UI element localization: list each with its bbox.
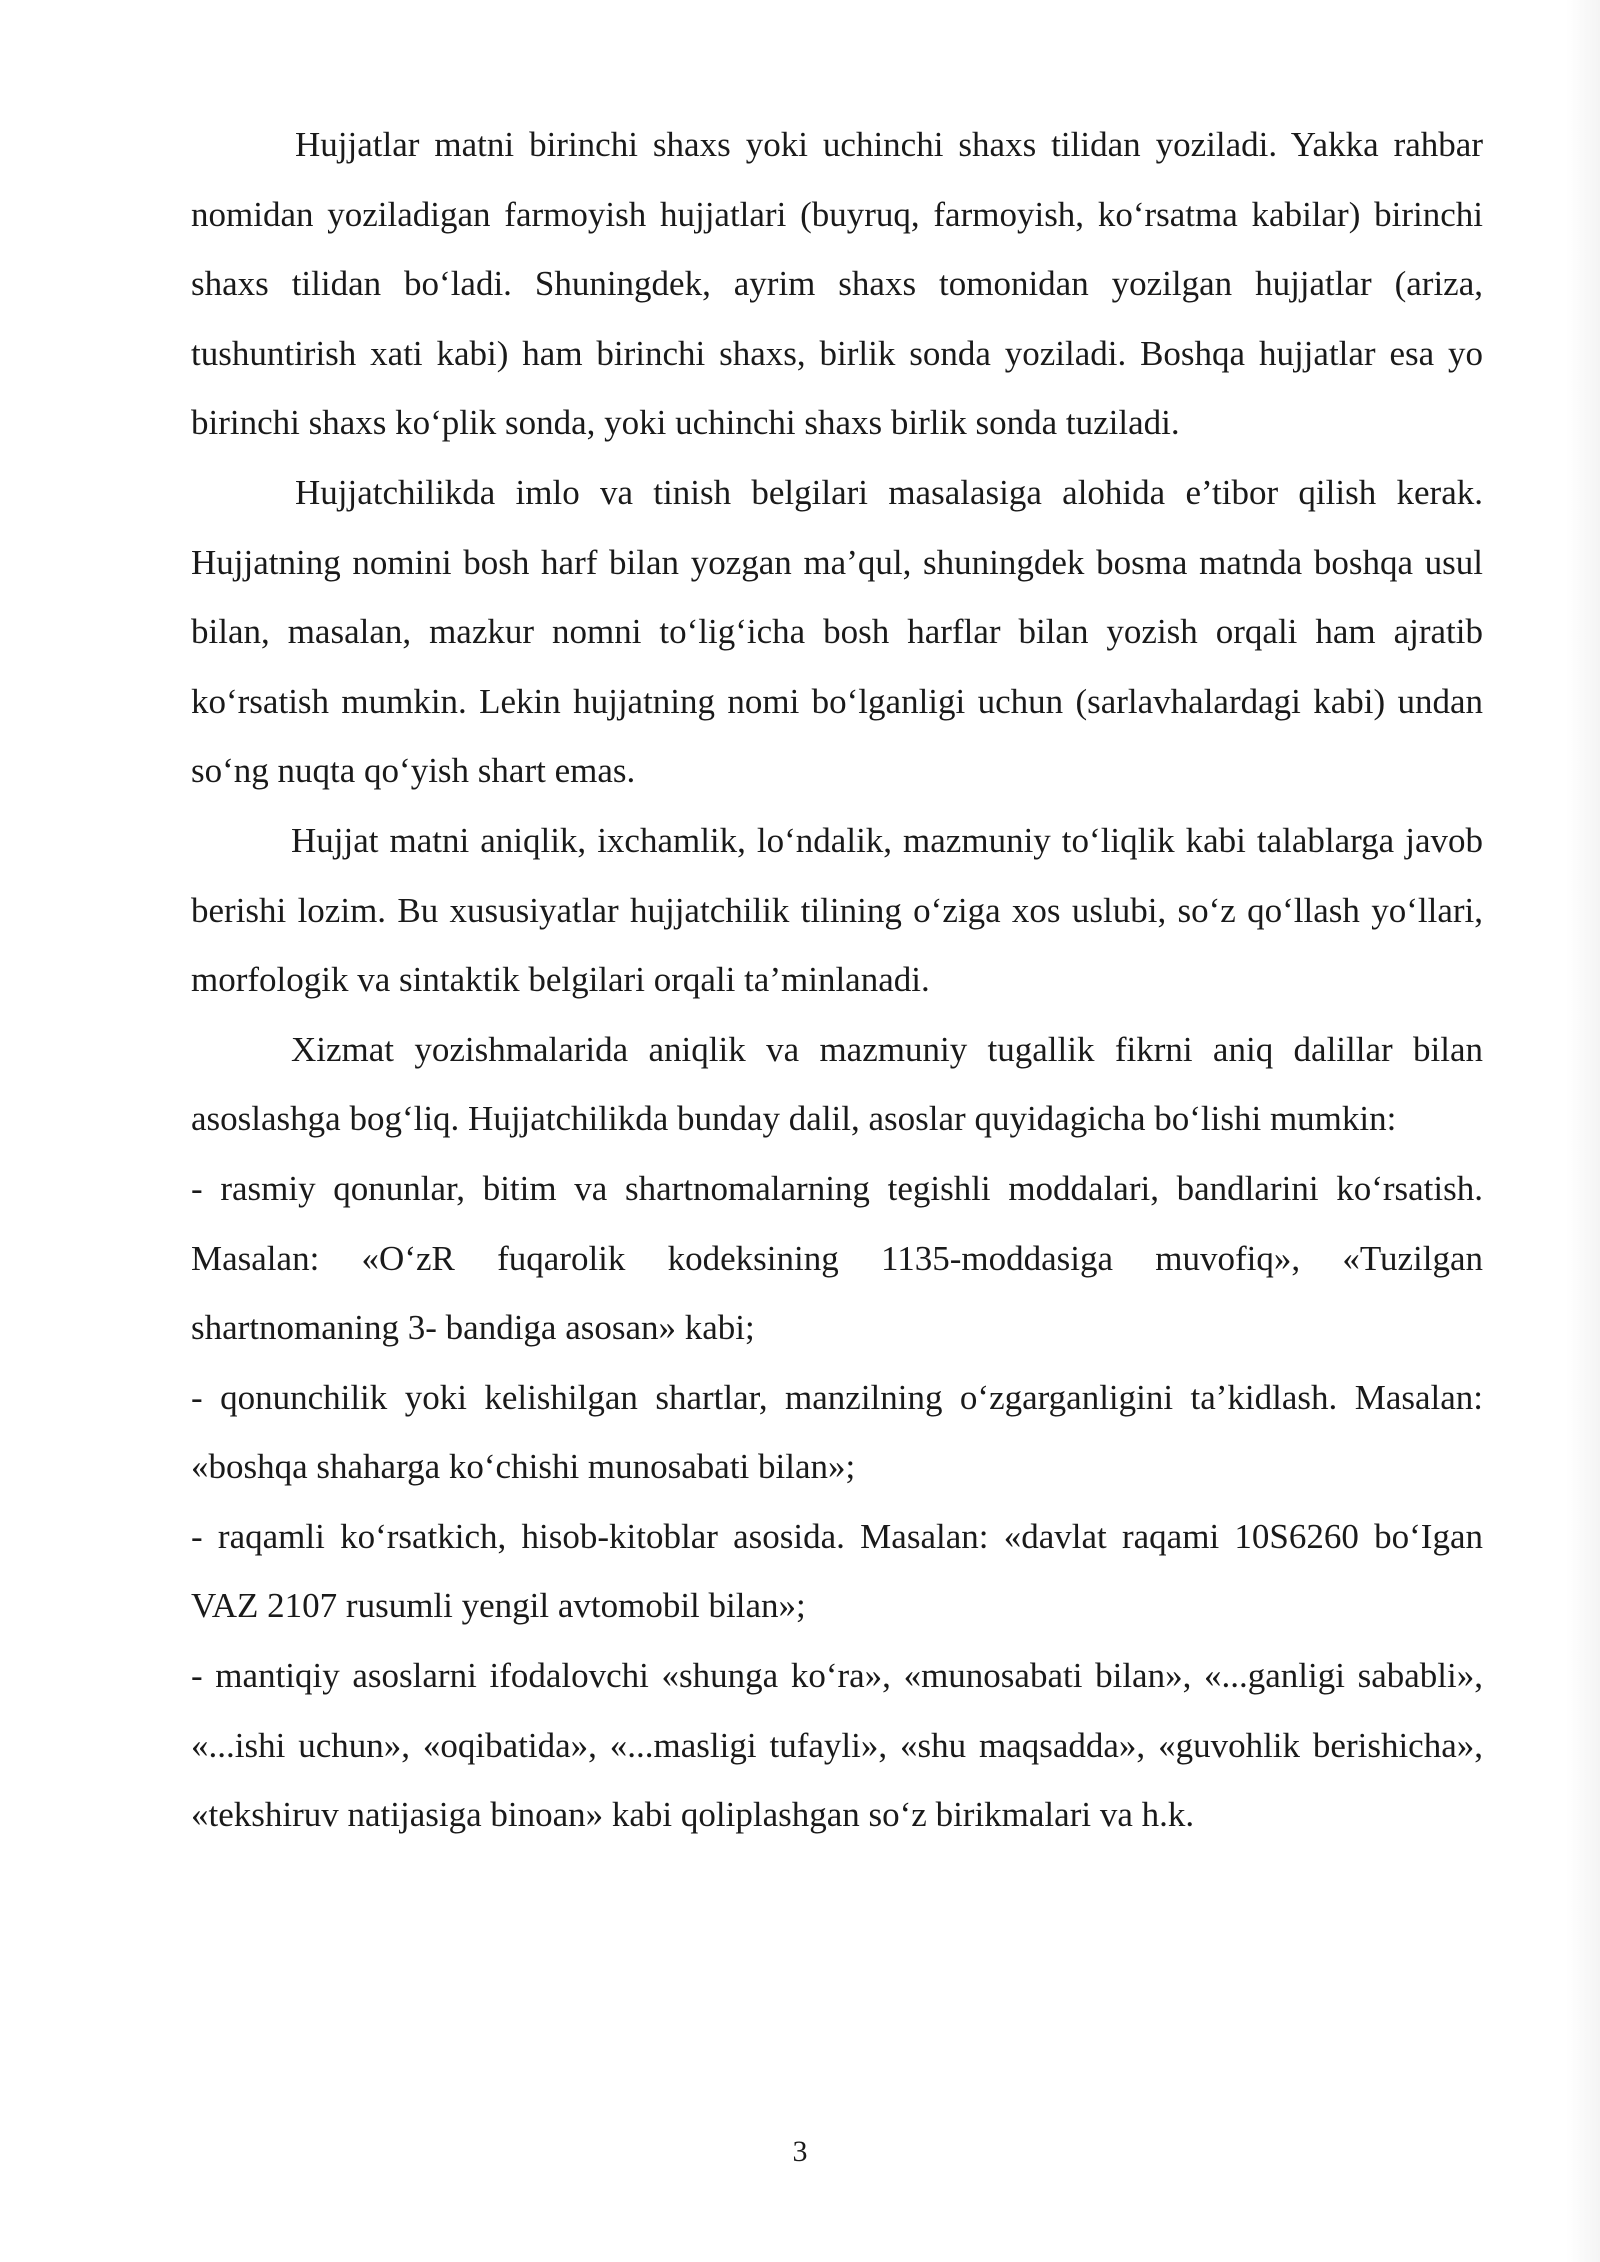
document-body	[191, 110, 1483, 1850]
page-edge-shadow	[1566, 0, 1600, 2262]
paragraph-first-person: Hujjatlar matni birinchi shaxs yoki uchinchi shaxs tilidan yoziladi. Yakka rahbar nomidan yoziladigan farmoyish hujjatlari (buyruq, farmoyish, ko‘rsatma kabilar) birinchi shaxs tilidan bo‘ladi. Shuningdek, ayrim shaxs tomonidan yozilgan hujjatlar (ariza, tushuntirish xati kabi) ham birinchi shaxs, birlik sonda yoziladi. Boshqa hujjatlar esa yo birinchi shaxs ko‘plik sonda, yoki uchinchi shaxs birlik sonda tuziladi.	[191, 125, 1483, 443]
paragraph-evidence: Xizmat yozishmalarida aniqlik va mazmuniy tugallik fikrni aniq dalillar bilan asoslashga bog‘liq. Hujjatchilikda bunday dalil, asoslar quyidagicha bo‘lishi mumkin:	[191, 1029, 1483, 1139]
paragraph-requirements: Hujjat matni aniqlik, ixchamlik, lo‘ndalik, mazmuniy to‘liqlik kabi talablarga javob berishi lozim. Bu xususiyatlar hujjatchilik tilining o‘ziga xos uslubi, so‘z qo‘llash yo‘llari, morfologik va sintaktik belgilari orqali ta’minlanadi.	[191, 820, 1483, 1000]
list-item-logical-grounds: - mantiqiy asoslarni ifodalovchi «shunga ko‘ra», «munosabati bilan», «...ganligi sababli», «...ishi uchun», «oqibatida», «...masligi tufayli», «shu maqsadda», «guvohlik berishicha», «tekshiruv natijasiga binoan» kabi qoliplashgan so‘z birikmalari va h.k.	[191, 1656, 1483, 1835]
list-item-legal-conditions: - qonunchilik yoki kelishilgan shartlar, manzilning o‘zgarganligini ta’kidlash. Masalan: «boshqa shaharga ko‘chishi munosabati bilan»;	[191, 1377, 1483, 1487]
list-item-official-laws: - rasmiy qonunlar, bitim va shartnomalarning tegishli moddalari, bandlarini ko‘rsatish. Masalan: «O‘zR fuqarolik kodeksining 1135-moddasiga muvofiq», «Tuzilgan shartnomaning 3- bandiga asosan» kabi;	[191, 1168, 1483, 1348]
paragraph-punctuation: Hujjatchilikda imlo va tinish belgilari masalasiga alohida e’tibor qilish kerak. Hujjatning nomini bosh harf bilan yozgan ma’qul, shuningdek bosma matnda boshqa usul bilan, masalan, mazkur nomni to‘lig‘icha bosh harflar bilan yozish orqali ham ajratib ko‘rsatish mumkin. Lekin hujjatning nomi bo‘lganligi uchun (sarlavhalardagi kabi) undan so‘ng nuqta qo‘yish shart emas.	[191, 472, 1483, 791]
list-item-numeric-indicators: - raqamli ko‘rsatkich, hisob-kitoblar asosida. Masalan: «davlat raqami 10S6260 bo‘Igan VAZ 2107 rusumli yengil avtomobil bilan»;	[191, 1516, 1483, 1626]
page-number: 3	[792, 2135, 808, 2168]
